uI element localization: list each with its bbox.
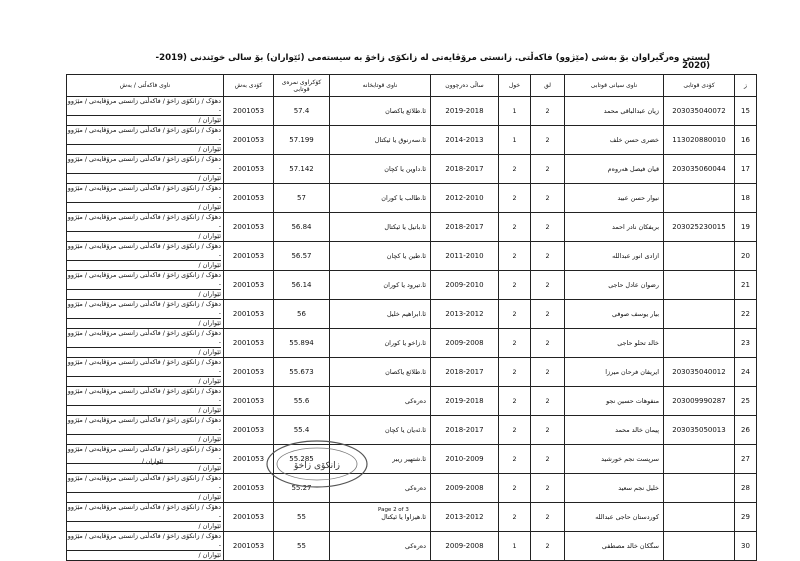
cell-round: 2 bbox=[499, 416, 531, 445]
cell-score: 55.4 bbox=[274, 416, 330, 445]
dept-line-2: ئێواران / bbox=[198, 348, 221, 356]
cell-score: 55 bbox=[274, 532, 330, 561]
cell-code: 2001053 bbox=[224, 387, 274, 416]
official-stamp bbox=[264, 438, 370, 490]
dept-line-2: ئێواران / bbox=[198, 522, 221, 530]
cell-code: 2001053 bbox=[224, 474, 274, 503]
cell-code: 2001053 bbox=[224, 126, 274, 155]
dept-line-1: دهۆک / زانکۆی زاخۆ / فاکەڵتی زانستی مرۆڤایەتی / مێژوو - bbox=[67, 184, 221, 201]
table-row bbox=[67, 445, 757, 474]
cell-code: 2001053 bbox=[224, 358, 274, 387]
cell-score: 57 bbox=[274, 184, 330, 213]
cell-year: 2018-2017 bbox=[431, 213, 499, 242]
cell-round: 2 bbox=[499, 213, 531, 242]
cell-code: 2001053 bbox=[224, 300, 274, 329]
cell-school: دەرەکی bbox=[330, 474, 431, 503]
header-type: لق bbox=[531, 75, 565, 97]
cell-school: ئا.زاخو یا کوران bbox=[330, 329, 431, 358]
cell-year: 2019-2018 bbox=[431, 387, 499, 416]
cell-round: 1 bbox=[499, 126, 531, 155]
cell-id: 203035050013 bbox=[664, 416, 735, 445]
title-line-1: لیستی وەرگیراوان بۆ بەشی (مێژوو) فاکەڵتی. زانستی مرۆڤایەتی لە زانکۆی زاخۆ بە سیستەمی (ئێواران) بۆ سالی خوێندنی (2019- bbox=[155, 53, 710, 63]
cell-score: 57.4 bbox=[274, 97, 330, 126]
cell-code: 2001053 bbox=[224, 329, 274, 358]
table-row bbox=[67, 329, 757, 358]
stamp-text: زانكۆی زاخۆ bbox=[294, 461, 340, 471]
cell-school: ئا.طین یا کچان bbox=[330, 242, 431, 271]
cell-name: نیوار حسن عبید bbox=[565, 184, 664, 213]
table-row bbox=[67, 300, 757, 329]
cell-seq: 26 bbox=[735, 416, 757, 445]
cell-score: 55.673 bbox=[274, 358, 330, 387]
trailing-note: ئێواران / bbox=[142, 458, 164, 465]
cell-code: 2001053 bbox=[224, 271, 274, 300]
dept-line-1: دهۆک / زانکۆی زاخۆ / فاکەڵتی زانستی مرۆڤایەتی / مێژوو - bbox=[67, 271, 221, 288]
cell-school: ئا.داوین یا کچان bbox=[330, 155, 431, 184]
table-row bbox=[67, 358, 757, 387]
table-row bbox=[67, 97, 757, 126]
cell-type: 2 bbox=[531, 445, 565, 474]
cell-year: 2009-2008 bbox=[431, 532, 499, 561]
cell-school: ئا.شتهیر ریبر bbox=[330, 445, 431, 474]
table-row bbox=[67, 503, 757, 532]
table-row bbox=[67, 532, 757, 561]
cell-school: ئا.ابراهیم خلیل bbox=[330, 300, 431, 329]
cell-type: 2 bbox=[531, 271, 565, 300]
title-line-2: (2020 bbox=[682, 61, 710, 71]
dept-line-2: ئێواران / bbox=[198, 174, 221, 182]
cell-year: 2010-2009 bbox=[431, 445, 499, 474]
cell-score: 55.894 bbox=[274, 329, 330, 358]
cell-dept bbox=[67, 97, 224, 126]
cell-id bbox=[664, 445, 735, 474]
cell-seq: 29 bbox=[735, 503, 757, 532]
cell-id bbox=[664, 300, 735, 329]
table-row bbox=[67, 242, 757, 271]
cell-code: 2001053 bbox=[224, 155, 274, 184]
cell-name: سگکان خالد مصطفی bbox=[565, 532, 664, 561]
cell-name: خالد تحلو حاجی bbox=[565, 329, 664, 358]
dept-line-2: ئێواران / bbox=[198, 319, 221, 327]
cell-round: 2 bbox=[499, 329, 531, 358]
dept-line-1: دهۆک / زانکۆی زاخۆ / فاکەڵتی زانستی مرۆڤایەتی / مێژوو - bbox=[67, 474, 221, 491]
cell-type: 2 bbox=[531, 474, 565, 503]
header-dept: ناوی فاکەڵتی / بەش bbox=[67, 75, 224, 97]
cell-dept bbox=[67, 155, 224, 184]
cell-score: 57.199 bbox=[274, 126, 330, 155]
cell-id bbox=[664, 532, 735, 561]
cell-dept bbox=[67, 300, 224, 329]
table-header-row bbox=[67, 75, 757, 97]
page-number: Page 2 of 3 bbox=[378, 507, 409, 513]
cell-name: پیمان خالد محمد bbox=[565, 416, 664, 445]
cell-type: 2 bbox=[531, 416, 565, 445]
dept-line-2: ئێواران / bbox=[198, 406, 221, 414]
cell-year: 2019-2018 bbox=[431, 97, 499, 126]
cell-score: 55.6 bbox=[274, 387, 330, 416]
cell-school: ئا.هیزاوا یا ئیکتال bbox=[330, 503, 431, 532]
cell-year: 2014-2013 bbox=[431, 126, 499, 155]
cell-name: خلیل نجم سعید bbox=[565, 474, 664, 503]
cell-id bbox=[664, 329, 735, 358]
cell-seq: 15 bbox=[735, 97, 757, 126]
dept-line-2: ئێواران / bbox=[198, 464, 221, 472]
cell-type: 2 bbox=[531, 97, 565, 126]
cell-id: 113020880010 bbox=[664, 126, 735, 155]
cell-type: 2 bbox=[531, 155, 565, 184]
cell-dept bbox=[67, 387, 224, 416]
cell-name: منفوهات حسین نجو bbox=[565, 387, 664, 416]
cell-round: 1 bbox=[499, 532, 531, 561]
cell-type: 2 bbox=[531, 532, 565, 561]
dept-line-2: ئێواران / bbox=[198, 116, 221, 124]
dept-line-1: دهۆک / زانکۆی زاخۆ / فاکەڵتی زانستی مرۆڤایەتی / مێژوو - bbox=[67, 300, 221, 317]
cell-school: ئا.سەرنوق یا ئیکتال bbox=[330, 126, 431, 155]
cell-seq: 24 bbox=[735, 358, 757, 387]
cell-dept bbox=[67, 271, 224, 300]
cell-round: 2 bbox=[499, 445, 531, 474]
cell-round: 2 bbox=[499, 474, 531, 503]
document-title bbox=[110, 54, 710, 70]
dept-line-2: ئێواران / bbox=[198, 551, 221, 559]
cell-score: 57.142 bbox=[274, 155, 330, 184]
cell-name: خضری حسن خلف bbox=[565, 126, 664, 155]
cell-school: ئا.باتیل یا ئیکتال bbox=[330, 213, 431, 242]
cell-name: رضوان عادل حاجی bbox=[565, 271, 664, 300]
cell-type: 2 bbox=[531, 242, 565, 271]
cell-dept bbox=[67, 474, 224, 503]
dept-line-1: دهۆک / زانکۆی زاخۆ / فاکەڵتی زانستی مرۆڤایەتی / مێژوو - bbox=[67, 126, 221, 143]
cell-type: 2 bbox=[531, 329, 565, 358]
cell-school: دەرەکی bbox=[330, 532, 431, 561]
cell-dept bbox=[67, 503, 224, 532]
cell-name: بیار یوسف صوفی bbox=[565, 300, 664, 329]
header-round: خول bbox=[499, 75, 531, 97]
cell-school: ئا.طلائع یاکصان bbox=[330, 97, 431, 126]
cell-dept bbox=[67, 329, 224, 358]
cell-type: 2 bbox=[531, 503, 565, 532]
cell-seq: 28 bbox=[735, 474, 757, 503]
dept-line-1: دهۆک / زانکۆی زاخۆ / فاکەڵتی زانستی مرۆڤایەتی / مێژوو - bbox=[67, 387, 221, 404]
cell-id: 203009990287 bbox=[664, 387, 735, 416]
cell-dept bbox=[67, 184, 224, 213]
cell-seq: 17 bbox=[735, 155, 757, 184]
cell-id: 203025230015 bbox=[664, 213, 735, 242]
cell-dept bbox=[67, 126, 224, 155]
cell-dept bbox=[67, 242, 224, 271]
table-row bbox=[67, 387, 757, 416]
cell-id bbox=[664, 242, 735, 271]
dept-line-1: دهۆک / زانکۆی زاخۆ / فاکەڵتی زانستی مرۆڤایەتی / مێژوو - bbox=[67, 358, 221, 375]
header-school: ناوی قوتابخانە bbox=[330, 75, 431, 97]
cell-code: 2001053 bbox=[224, 416, 274, 445]
cell-type: 2 bbox=[531, 300, 565, 329]
cell-score: 56 bbox=[274, 300, 330, 329]
cell-code: 2001053 bbox=[224, 213, 274, 242]
dept-line-2: ئێواران / bbox=[198, 145, 221, 153]
header-code: کۆدی بەش bbox=[224, 75, 274, 97]
cell-year: 2009-2008 bbox=[431, 329, 499, 358]
table-row bbox=[67, 184, 757, 213]
cell-year: 2018-2017 bbox=[431, 155, 499, 184]
cell-round: 2 bbox=[499, 503, 531, 532]
dept-line-1: دهۆک / زانکۆی زاخۆ / فاکەڵتی زانستی مرۆڤایەتی / مێژوو - bbox=[67, 416, 221, 433]
cell-score: 55.27 bbox=[274, 474, 330, 503]
cell-round: 1 bbox=[499, 97, 531, 126]
cell-score: 55 bbox=[274, 503, 330, 532]
cell-round: 2 bbox=[499, 387, 531, 416]
dept-line-2: ئێواران / bbox=[198, 493, 221, 501]
cell-code: 2001053 bbox=[224, 184, 274, 213]
cell-year: 2009-2010 bbox=[431, 271, 499, 300]
cell-year: 2013-2012 bbox=[431, 300, 499, 329]
cell-name: ایریفان فرحان میرزا bbox=[565, 358, 664, 387]
cell-round: 2 bbox=[499, 358, 531, 387]
cell-type: 2 bbox=[531, 126, 565, 155]
cell-id bbox=[664, 503, 735, 532]
cell-name: سرپست نجم خورشید bbox=[565, 445, 664, 474]
table-row bbox=[67, 474, 757, 503]
cell-dept bbox=[67, 358, 224, 387]
table-row bbox=[67, 213, 757, 242]
cell-year: 2018-2017 bbox=[431, 358, 499, 387]
table-row bbox=[67, 271, 757, 300]
cell-name: ازادی انور عبداللە bbox=[565, 242, 664, 271]
dept-line-2: ئێواران / bbox=[198, 203, 221, 211]
header-id: کۆدی قوتابی bbox=[664, 75, 735, 97]
table-body bbox=[67, 97, 757, 561]
dept-line-1: دهۆک / زانکۆی زاخۆ / فاکەڵتی زانستی مرۆڤایەتی / مێژوو - bbox=[67, 155, 221, 172]
cell-type: 2 bbox=[531, 184, 565, 213]
cell-name: قیان فیصل هەروەم bbox=[565, 155, 664, 184]
cell-seq: 21 bbox=[735, 271, 757, 300]
dept-line-1: دهۆک / زانکۆی زاخۆ / فاکەڵتی زانستی مرۆڤایەتی / مێژوو - bbox=[67, 329, 221, 346]
cell-year: 2012-2010 bbox=[431, 184, 499, 213]
cell-code: 2001053 bbox=[224, 532, 274, 561]
cell-type: 2 bbox=[531, 213, 565, 242]
cell-year: 2013-2012 bbox=[431, 503, 499, 532]
cell-seq: 18 bbox=[735, 184, 757, 213]
dept-line-2: ئێواران / bbox=[198, 435, 221, 443]
header-seq: ز bbox=[735, 75, 757, 97]
table-row bbox=[67, 416, 757, 445]
cell-school: ئا.تیرود یا کوران bbox=[330, 271, 431, 300]
cell-seq: 27 bbox=[735, 445, 757, 474]
header-year: ساڵی دەرچوون bbox=[431, 75, 499, 97]
dept-line-1: دهۆک / زانکۆی زاخۆ / فاکەڵتی زانستی مرۆڤایەتی / مێژوو - bbox=[67, 445, 221, 462]
cell-dept bbox=[67, 213, 224, 242]
cell-name: کوردستان حاجی عبداللە bbox=[565, 503, 664, 532]
cell-name: زیان عبدالباقی محمد bbox=[565, 97, 664, 126]
cell-year: 2018-2017 bbox=[431, 416, 499, 445]
cell-round: 2 bbox=[499, 155, 531, 184]
cell-id bbox=[664, 271, 735, 300]
cell-seq: 19 bbox=[735, 213, 757, 242]
cell-type: 2 bbox=[531, 358, 565, 387]
cell-score: 56.14 bbox=[274, 271, 330, 300]
cell-type: 2 bbox=[531, 387, 565, 416]
cell-school: ئا.طلائع یاکصان bbox=[330, 358, 431, 387]
cell-code: 2001053 bbox=[224, 445, 274, 474]
dept-line-2: ئێواران / bbox=[198, 261, 221, 269]
dept-line-1: دهۆک / زانکۆی زاخۆ / فاکەڵتی زانستی مرۆڤایەتی / مێژوو - bbox=[67, 532, 221, 549]
cell-id bbox=[664, 474, 735, 503]
table-row bbox=[67, 155, 757, 184]
header-name: ناوی سیانی قوتابی bbox=[565, 75, 664, 97]
cell-seq: 16 bbox=[735, 126, 757, 155]
cell-code: 2001053 bbox=[224, 97, 274, 126]
cell-id: 203035040012 bbox=[664, 358, 735, 387]
dept-line-1: دهۆک / زانکۆی زاخۆ / فاکەڵتی زانستی مرۆڤایەتی / مێژوو - bbox=[67, 503, 221, 520]
dept-line-2: ئێواران / bbox=[198, 232, 221, 240]
cell-dept bbox=[67, 532, 224, 561]
cell-id bbox=[664, 184, 735, 213]
header-score: کۆکراوی نمرەی قوتابی bbox=[274, 75, 330, 97]
cell-code: 2001053 bbox=[224, 242, 274, 271]
students-table bbox=[66, 74, 757, 561]
cell-seq: 23 bbox=[735, 329, 757, 358]
cell-school: ئا.طالب یا کوران bbox=[330, 184, 431, 213]
cell-year: 2011-2010 bbox=[431, 242, 499, 271]
dept-line-1: دهۆک / زانکۆی زاخۆ / فاکەڵتی زانستی مرۆڤایەتی / مێژوو - bbox=[67, 242, 221, 259]
dept-line-2: ئێواران / bbox=[198, 377, 221, 385]
cell-seq: 25 bbox=[735, 387, 757, 416]
cell-round: 2 bbox=[499, 300, 531, 329]
cell-id: 203035060044 bbox=[664, 155, 735, 184]
cell-score: 56.84 bbox=[274, 213, 330, 242]
dept-line-1: دهۆک / زانکۆی زاخۆ / فاکەڵتی زانستی مرۆڤایەتی / مێژوو - bbox=[67, 97, 221, 114]
dept-line-2: ئێواران / bbox=[198, 290, 221, 298]
cell-round: 2 bbox=[499, 184, 531, 213]
cell-school: دەرەکی bbox=[330, 387, 431, 416]
cell-year: 2009-2008 bbox=[431, 474, 499, 503]
cell-round: 2 bbox=[499, 242, 531, 271]
cell-school: ئا.ئەیان یا کچان bbox=[330, 416, 431, 445]
table-row bbox=[67, 126, 757, 155]
cell-seq: 22 bbox=[735, 300, 757, 329]
cell-code: 2001053 bbox=[224, 503, 274, 532]
cell-dept bbox=[67, 416, 224, 445]
dept-line-1: دهۆک / زانکۆی زاخۆ / فاکەڵتی زانستی مرۆڤایەتی / مێژوو - bbox=[67, 213, 221, 230]
cell-round: 2 bbox=[499, 271, 531, 300]
cell-score: 56.57 bbox=[274, 242, 330, 271]
cell-seq: 30 bbox=[735, 532, 757, 561]
cell-id: 203035040072 bbox=[664, 97, 735, 126]
cell-name: بریفکان نادر احمد bbox=[565, 213, 664, 242]
cell-seq: 20 bbox=[735, 242, 757, 271]
cell-score: 55.285 bbox=[274, 445, 330, 474]
